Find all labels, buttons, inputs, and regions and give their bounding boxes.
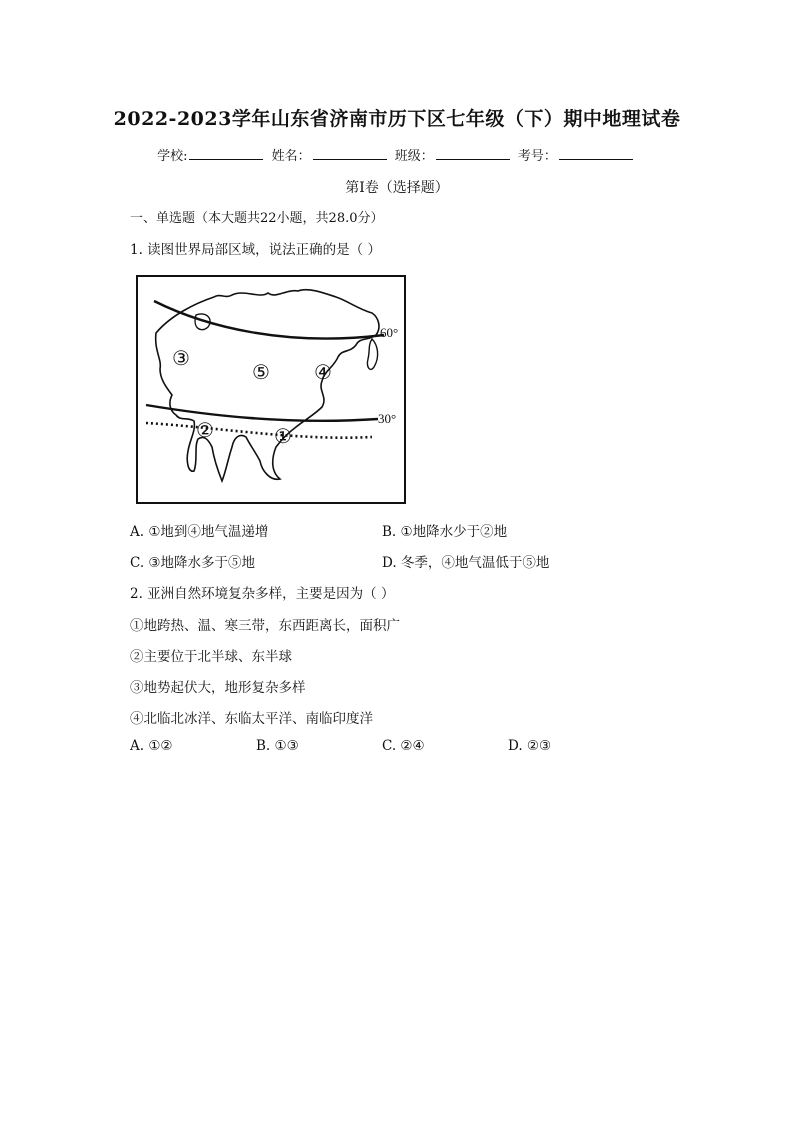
q1-option-b[interactable]: B. ①地降水少于②地 [382,524,508,540]
asia-region-map [136,275,406,504]
q1-option-a[interactable]: A. ①地到④地气温递增 [130,524,269,540]
section-title: 第Ⅰ卷（选择题） [345,180,449,196]
part-heading: 一、单选题（本大题共22小题，共28.0分） [130,211,384,226]
latitude-60-label: 60° [380,325,399,340]
q1-option-d[interactable]: D. 冬季，④地气温低于⑤地 [382,555,550,571]
q2-option-a[interactable]: A. ①② [130,738,173,754]
class-label: 班级： [394,149,434,164]
q1-option-c[interactable]: C. ③地降水多于⑤地 [130,555,256,571]
name-blank[interactable] [313,147,387,160]
marker-2: ② [196,418,214,442]
latitude-30-label: 30° [378,411,397,426]
q2-statement-3: ③地势起伏大，地形复杂多样 [130,680,306,696]
question-1-stem: 1. 读图世界局部区域，说法正确的是（ ） [130,242,381,258]
marker-5: ⑤ [252,360,270,384]
school-blank[interactable] [189,147,263,160]
q2-statement-2: ②主要位于北半球、东半球 [130,649,292,665]
question-2-stem: 2. 亚洲自然环境复杂多样，主要是因为（ ） [130,586,395,602]
number-label: 考号： [517,149,557,164]
exam-title: 2022-2023学年山东省济南市历下区七年级（下）期中地理试卷 [113,108,681,130]
q2-option-c[interactable]: C. ②④ [382,738,425,754]
q2-statement-1: ①地跨热、温、寒三带，东西距离长，面积广 [130,618,400,634]
marker-3: ③ [172,346,190,370]
marker-1: ① [274,424,292,448]
q2-option-d[interactable]: D. ②③ [508,738,552,754]
marker-4: ④ [314,360,332,384]
q2-option-b[interactable]: B. ①③ [256,738,299,754]
name-label: 姓名： [271,149,311,164]
student-info-row [0,145,794,164]
number-blank[interactable] [559,147,633,160]
school-label: 学校: [157,149,188,164]
class-blank[interactable] [436,147,510,160]
q2-statement-4: ④北临北冰洋、东临太平洋、南临印度洋 [130,711,373,727]
